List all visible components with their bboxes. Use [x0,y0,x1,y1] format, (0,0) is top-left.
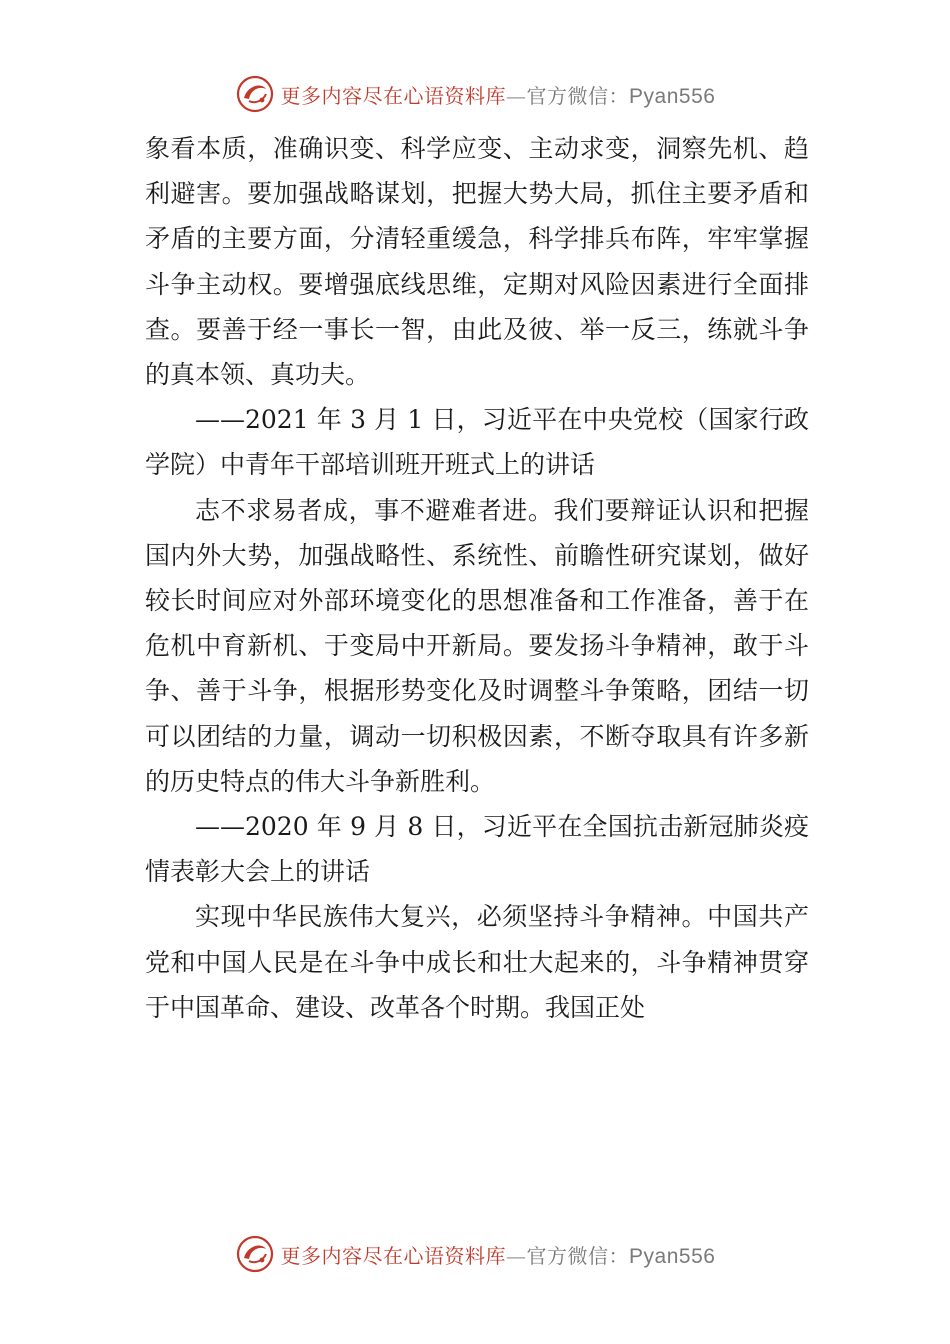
paragraph-citation-2021: ——2021 年 3 月 1 日，习近平在中央党校（国家行政学院）中青年干部培训班开班式上的讲话 [145,405,809,480]
watermark-official-label: 官方微信： [526,83,630,108]
paragraph-body-final: 实现中华民族伟大复兴，必须坚持斗争精神。中国共产党和中国人民是在斗争中成长和壮大起来的，斗争精神贯穿于中国革命、建设、改革各个时期。我国正处 [145,902,809,1022]
watermark-brand-text: 更多内容尽在心语资料库 [280,1243,507,1268]
swirl-logo-icon [235,1234,275,1274]
document-body [145,126,809,1030]
watermark-wechat-id: Pyan556 [629,1244,716,1268]
watermark-wechat-id: Pyan556 [629,84,716,108]
paragraph-citation-2020: ——2020 年 9 月 8 日，习近平在全国抗击新冠肺炎疫情表彰大会上的讲话 [145,812,809,887]
swirl-logo-icon [235,74,275,114]
watermark-brand-text: 更多内容尽在心语资料库 [280,83,507,108]
header-watermark [0,72,950,116]
watermark-dash: — [506,83,527,108]
paragraph-body: 志不求易者成，事不避难者进。我们要辩证认识和把握国内外大势，加强战略性、系统性、前瞻性研究谋划，做好较长时间应对外部环境变化的思想准备和工作准备，善于在危机中育新机、于变局中开新局。要发扬斗争精神，敢于斗争、善于斗争，根据形势变化及时调整斗争策略，团结一切可以团结的力量，调动一切积极因素，不断夺取具有许多新的历史特点的伟大斗争新胜利。 [145,495,809,796]
paragraph-continuation: 象看本质，准确识变、科学应变、主动求变，洞察先机、趋利避害。要加强战略谋划，把握大势大局，抓住主要矛盾和矛盾的主要方面，分清轻重缓急，科学排兵布阵，牢牢掌握斗争主动权。要增强底线思维，定期对风险因素进行全面排查。要善于经一事长一智，由此及彼、举一反三，练就斗争的真本领、真功夫。 [145,134,809,390]
footer-watermark [0,1232,950,1276]
watermark-official-label: 官方微信： [526,1243,630,1268]
watermark-dash: — [506,1243,527,1268]
